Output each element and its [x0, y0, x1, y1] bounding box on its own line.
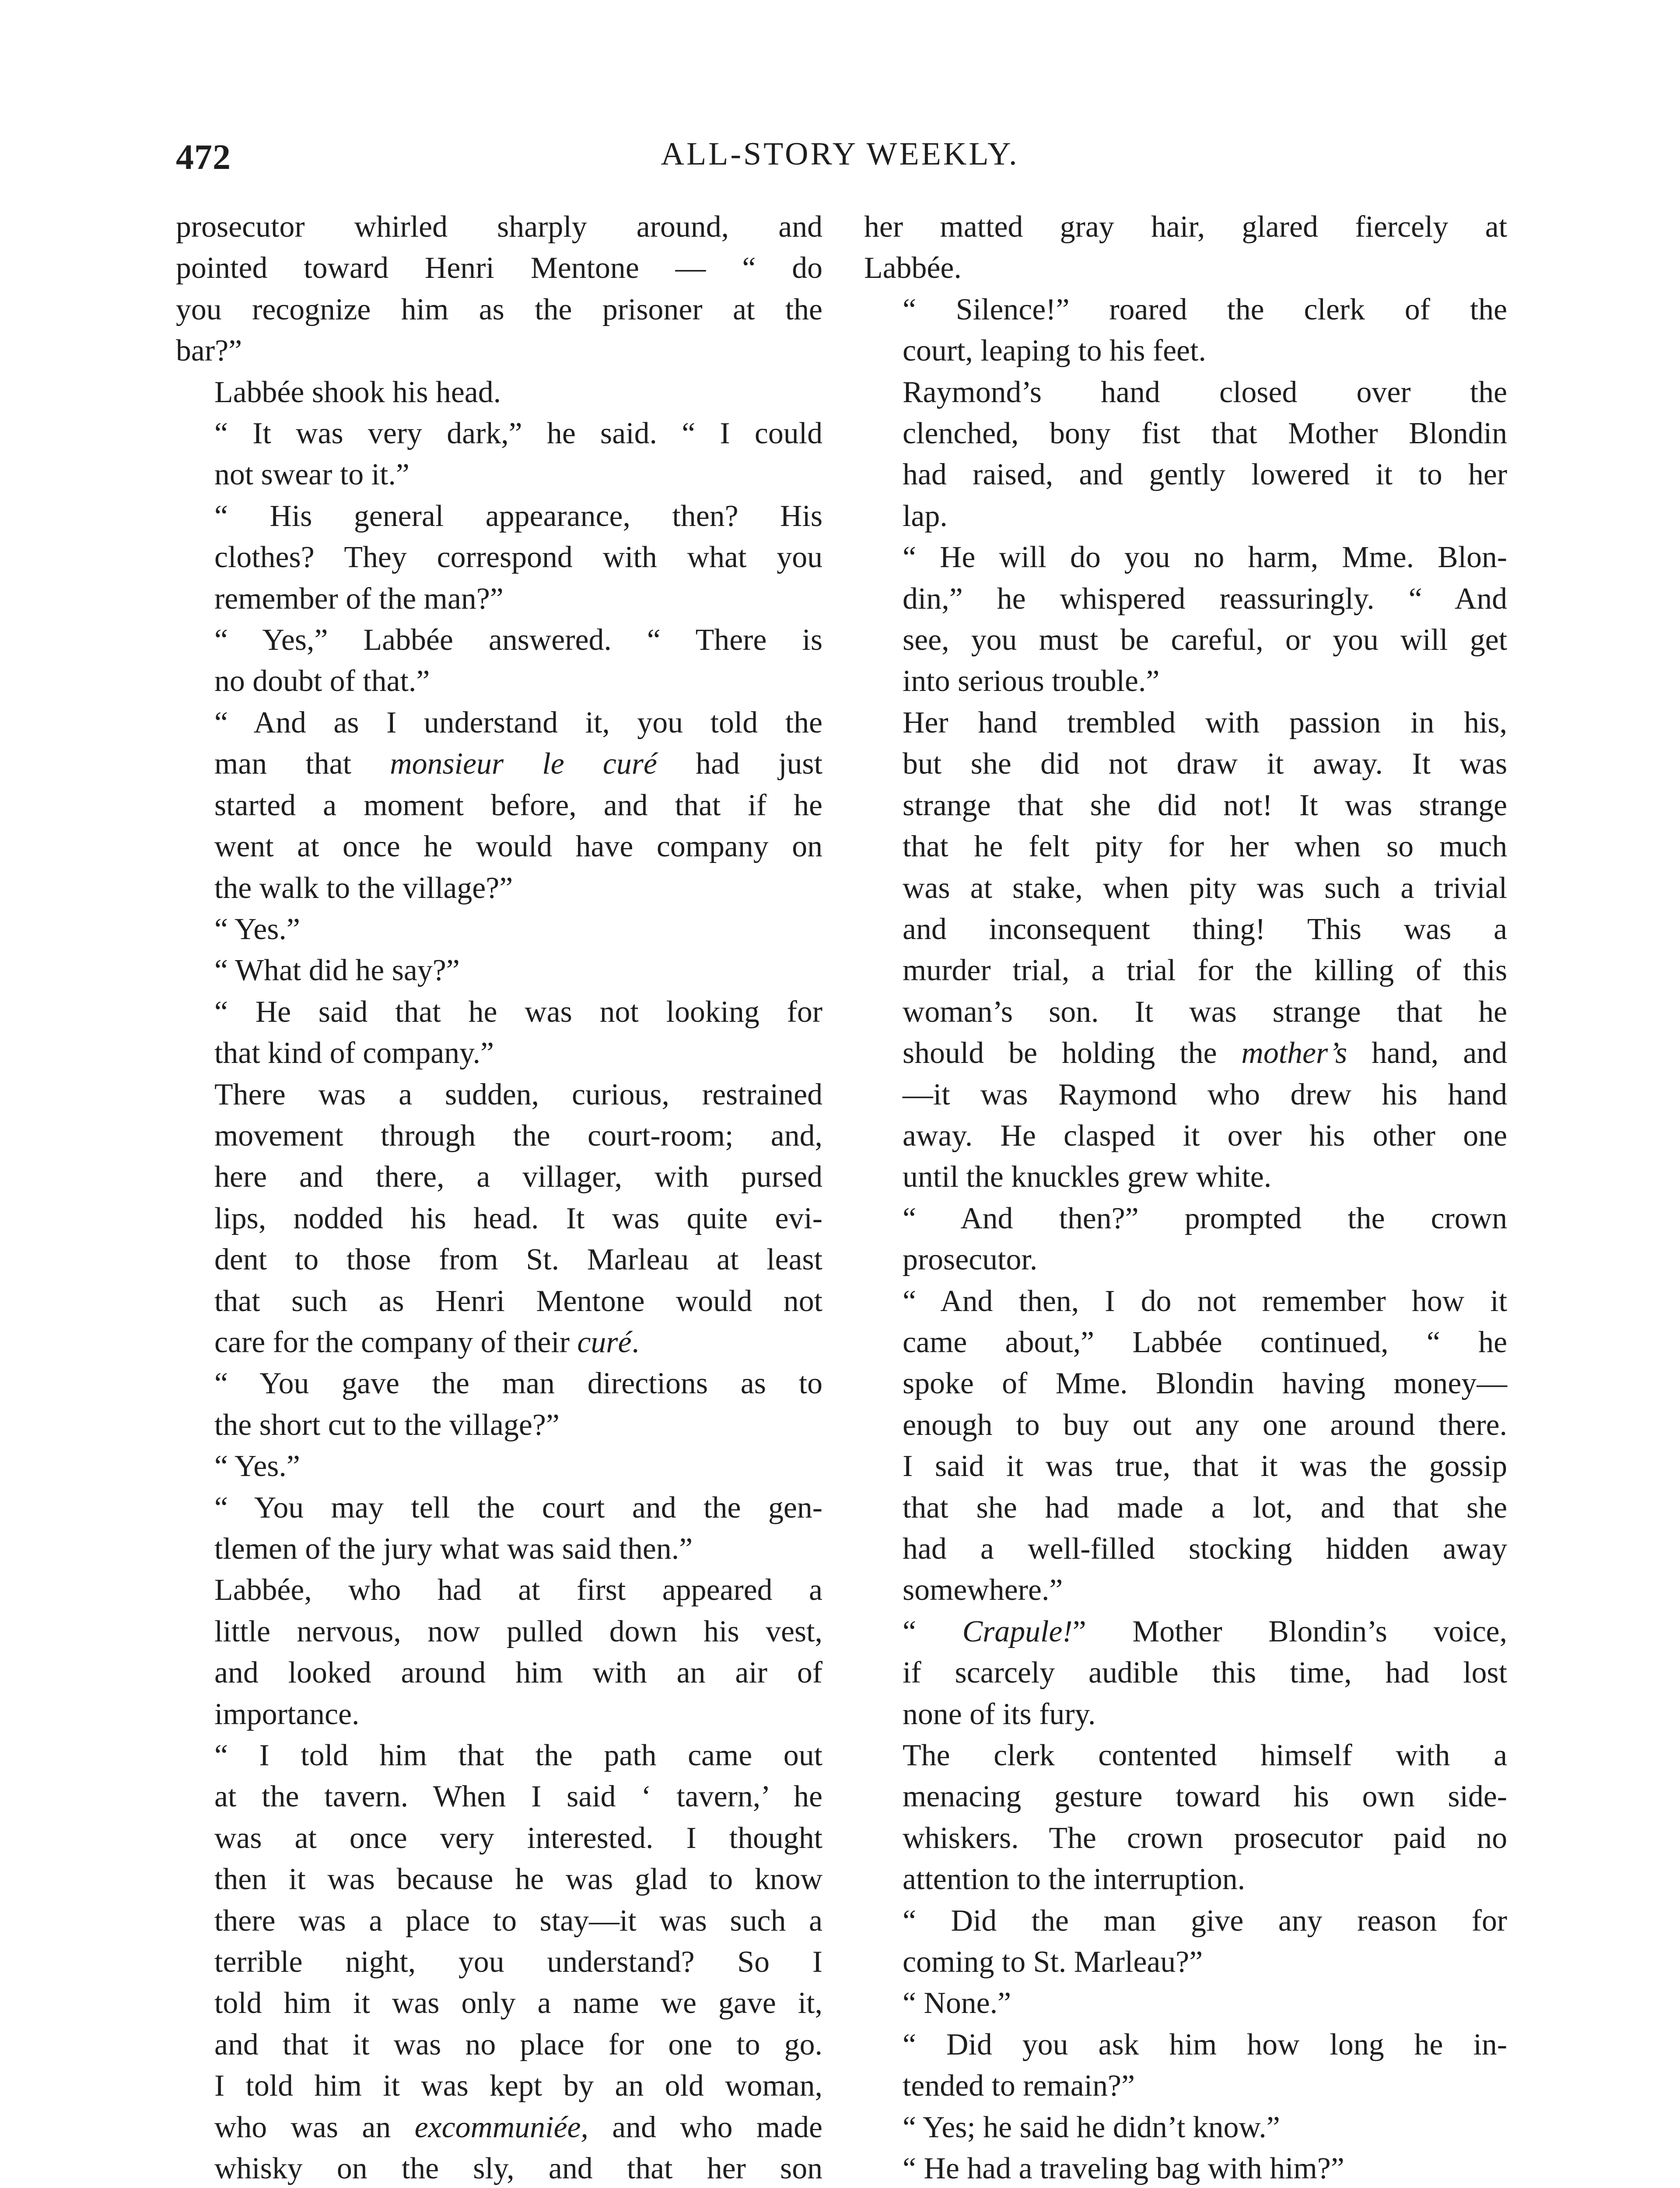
text-line: and looked around him with an air of: [214, 1656, 822, 1690]
text-line: menacing gesture toward his own side-: [903, 1780, 1507, 1814]
text-line: you recognize him as the prisoner at the: [176, 292, 822, 326]
paragraph: [864, 289, 1507, 372]
text-line: whiskers. The crown prosecutor paid no: [903, 1821, 1507, 1855]
text-line: clenched, bony fist that Mother Blondin: [903, 417, 1507, 451]
text-line: murder trial, a trial for the killing of this: [903, 954, 1507, 988]
text-line: see, you must be careful, or you will get: [903, 623, 1507, 657]
text-line: here and there, a villager, with pursed: [214, 1160, 822, 1194]
text-line: terrible night, you understand? So I: [214, 1945, 822, 1979]
text-line: enough to buy out any one around there.: [903, 1408, 1507, 1442]
text-line: tended to remain?”: [903, 2069, 1135, 2103]
text-line: There was a sudden, curious, restrained: [214, 1077, 822, 1112]
text-line: clothes? They correspond with what you: [214, 540, 822, 575]
text-line: “ And as I understand it, you told the: [214, 705, 822, 740]
text-line: “ He had a traveling bag with him?”: [903, 2152, 1344, 2186]
text-line: went at once he would have company on: [214, 830, 822, 864]
text-line: was at once very interested. I thought: [214, 1821, 822, 1855]
paragraph: [864, 1281, 1507, 1611]
paragraph: [176, 909, 822, 950]
text-line: that he felt pity for her when so much: [903, 830, 1507, 864]
text-line: man that monsieur le curé had just: [214, 747, 822, 781]
text-line: came about,” Labbée continued, “ he: [903, 1325, 1507, 1359]
text-line: spoke of Mme. Blondin having money—: [903, 1367, 1507, 1401]
text-line: strange that she did not! It was strange: [903, 788, 1507, 822]
paragraph: [176, 413, 822, 496]
text-line: away. He clasped it over his other one: [903, 1119, 1507, 1153]
text-line: care for the company of their curé.: [214, 1325, 639, 1359]
text-line: who was an excommuniée, and who made: [214, 2110, 822, 2144]
text-line: Labbée, who had at first appeared a: [214, 1573, 822, 1607]
text-line: “ Yes,” Labbée answered. “ There is: [214, 623, 822, 657]
text-line: “ His general appearance, then? His: [214, 499, 822, 533]
text-line: little nervous, now pulled down his vest,: [214, 1614, 822, 1648]
text-line: prosecutor.: [903, 1243, 1038, 1277]
text-line: dent to those from St. Marleau at least: [214, 1243, 822, 1277]
text-line: the short cut to the village?”: [214, 1408, 560, 1442]
text-line: into serious trouble.”: [903, 664, 1160, 698]
text-line: not swear to it.”: [214, 458, 410, 492]
paragraph: [176, 620, 822, 702]
text-line: “ Did you ask him how long he in-: [903, 2027, 1507, 2062]
text-line: but she did not draw it away. It was: [903, 747, 1507, 781]
text-line: somewhere.”: [903, 1573, 1063, 1607]
paragraph: [864, 1198, 1507, 1281]
paragraph: [864, 2148, 1507, 2188]
text-line: “ Crapule!” Mother Blondin’s voice,: [903, 1614, 1507, 1648]
text-line: movement through the court-room; and,: [214, 1119, 822, 1153]
text-line: that such as Henri Mentone would not: [214, 1284, 822, 1318]
text-line: her matted gray hair, glared fiercely at: [864, 210, 1507, 244]
paragraph: [864, 1983, 1507, 2024]
text-line: Labbée.: [864, 251, 962, 285]
text-line: that she had made a lot, and that she: [903, 1490, 1507, 1525]
right-column: [864, 207, 1507, 2188]
paragraph: [864, 702, 1507, 1198]
text-line: “ Yes.”: [214, 912, 300, 946]
paragraph: [176, 496, 822, 620]
text-line: “ None.”: [903, 1986, 1012, 2020]
text-line: and inconsequent thing! This was a: [903, 912, 1507, 946]
paragraph: [176, 1487, 822, 1570]
paragraph: [176, 1570, 822, 1735]
text-line: then it was because he was glad to know: [214, 1862, 822, 1897]
text-line: “ He will do you no harm, Mme. Blon-: [903, 540, 1507, 575]
text-line: that kind of company.”: [214, 1036, 494, 1070]
text-line: woman’s son. It was strange that he: [903, 995, 1507, 1029]
paragraph: [176, 1446, 822, 1487]
text-line: the walk to the village?”: [214, 871, 513, 905]
text-line: lips, nodded his head. It was quite evi-: [214, 1201, 822, 1235]
text-line: told him it was only a name we gave it,: [214, 1986, 822, 2020]
text-line: and that it was no place for one to go.: [214, 2027, 822, 2062]
text-line: I said it was true, that it was the gossip: [903, 1449, 1507, 1483]
paragraph: [864, 2024, 1507, 2107]
left-column: [176, 207, 822, 2188]
text-line: court, leaping to his feet.: [903, 334, 1206, 368]
text-line: if scarcely audible this time, had lost: [903, 1656, 1507, 1690]
text-line: “ What did he say?”: [214, 954, 460, 988]
text-line: “ I told him that the path came out: [214, 1739, 822, 1773]
text-line: “ Did the man give any reason for: [903, 1904, 1507, 1938]
text-line: The clerk contented himself with a: [903, 1739, 1507, 1773]
text-line: bar?”: [176, 334, 242, 368]
text-line: tlemen of the jury what was said then.”: [214, 1532, 693, 1566]
text-line: I told him it was kept by an old woman,: [214, 2069, 822, 2103]
paragraph: [176, 1735, 822, 2188]
paragraph: [864, 537, 1507, 702]
text-line: started a moment before, and that if he: [214, 788, 822, 822]
text-line: —it was Raymond who drew his hand: [903, 1077, 1507, 1112]
text-line: had raised, and gently lowered it to her: [903, 458, 1507, 492]
running-head-title: ALL-STORY WEEKLY.: [661, 136, 1019, 172]
text-line: was at stake, when pity was such a trivial: [903, 871, 1507, 905]
text-line: Labbée shook his head.: [214, 375, 501, 409]
paragraph: [176, 207, 822, 372]
text-line: no doubt of that.”: [214, 664, 430, 698]
paragraph: [176, 702, 822, 909]
text-line: until the knuckles grew white.: [903, 1160, 1272, 1194]
paragraph: [864, 1611, 1507, 1735]
text-line: “ Silence!” roared the clerk of the: [903, 292, 1507, 326]
paragraph: [176, 1363, 822, 1446]
text-line: should be holding the mother’s hand, and: [903, 1036, 1507, 1070]
text-line: “ And then?” prompted the crown: [903, 1201, 1507, 1235]
text-line: remember of the man?”: [214, 582, 504, 616]
paragraph: [176, 372, 822, 413]
paragraph: [176, 992, 822, 1074]
text-line: “ Yes.”: [214, 1449, 300, 1483]
text-line: at the tavern. When I said ‘ tavern,’ he: [214, 1780, 822, 1814]
paragraph: [176, 1074, 822, 1364]
text-line: “ He said that he was not looking for: [214, 995, 822, 1029]
text-line: “ It was very dark,” he said. “ I could: [214, 417, 822, 451]
text-line: whisky on the sly, and that her son: [214, 2152, 822, 2186]
paragraph: [864, 1735, 1507, 1900]
text-line: Her hand trembled with passion in his,: [903, 705, 1507, 740]
text-line: none of its fury.: [903, 1697, 1096, 1731]
paragraph: [176, 950, 822, 991]
paragraph: [864, 2107, 1507, 2148]
paragraph: [864, 1900, 1507, 1983]
text-line: pointed toward Henri Mentone — “ do: [176, 251, 822, 285]
page-number: 472: [176, 137, 231, 177]
text-line: attention to the interruption.: [903, 1862, 1246, 1897]
text-line: there was a place to stay—it was such a: [214, 1904, 822, 1938]
text-line: “ You gave the man directions as to: [214, 1367, 822, 1401]
text-line: importance.: [214, 1697, 360, 1731]
text-line: prosecutor whirled sharply around, and: [176, 210, 822, 244]
text-line: din,” he whispered reassuringly. “ And: [903, 582, 1507, 616]
text-line: Raymond’s hand closed over the: [903, 375, 1507, 409]
text-line: lap.: [903, 499, 948, 533]
paragraph: [864, 207, 1507, 289]
text-line: had a well-filled stocking hidden away: [903, 1532, 1507, 1566]
text-line: “ Yes; he said he didn’t know.”: [903, 2110, 1280, 2144]
text-line: coming to St. Marleau?”: [903, 1945, 1203, 1979]
paragraph: [864, 372, 1507, 537]
text-line: “ You may tell the court and the gen-: [214, 1490, 822, 1525]
text-line: “ And then, I do not remember how it: [903, 1284, 1507, 1318]
